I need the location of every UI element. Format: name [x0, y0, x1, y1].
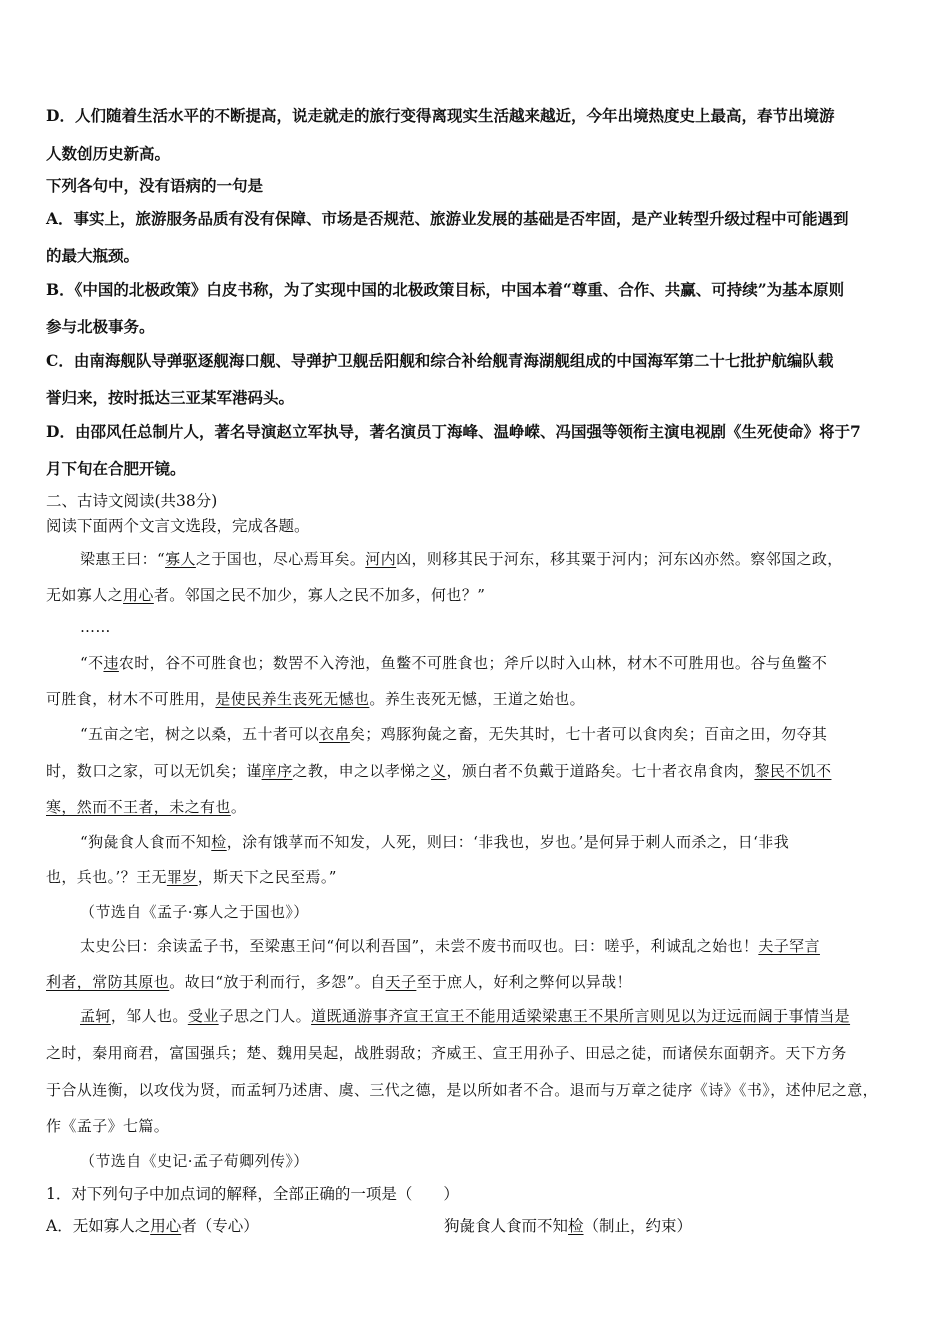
passage1-p4-line1: “狗彘食人食而不知检，涂有饿莩而不知发，人死，则曰：‘非我也，岁也。’是何异于刺人而杀之，日‘非我	[80, 833, 790, 851]
passage2-source: （节选自《史记·孟子荀卿列传》）	[80, 1152, 309, 1170]
passage1-p4-line2: 也，兵也。’？王无罪岁，斯天下之民至焉。”	[46, 868, 337, 886]
section-heading: 二、古诗文阅读(共38分)	[46, 492, 218, 510]
question1-option-a-part1: A．无如寡人之用心者（专心）	[46, 1217, 259, 1235]
option-d-line2: 月下旬在合肥开镜。	[46, 459, 186, 478]
passage1-p2-line1: “不违农时，谷不可胜食也；数罟不入洿池，鱼鳖不可胜食也；斧斤以时入山林，材木不可胜用也。谷与鱼鳖不	[80, 654, 828, 672]
passage1-source: （节选自《孟子·寡人之于国也》）	[80, 903, 309, 921]
prev-option-d-line2: 人数创历史新高。	[46, 144, 171, 163]
option-d-line1: D．由邵风任总制片人，著名导演赵立军执导，著名演员丁海峰、温峥嵘、冯国强等领衔主演电视剧《生死使命》将于7	[46, 422, 861, 441]
option-b-line2: 参与北极事务。	[46, 317, 155, 336]
passage2-p1-line1: 太史公曰：余读孟子书，至梁惠王问“何以利吾国”，未尝不废书而叹也。曰：嗟乎，利诚乱之始也！夫子罕言	[80, 937, 820, 955]
passage2-p2-line4: 作《孟子》七篇。	[46, 1117, 170, 1135]
question1-option-a-part2: 狗彘食人食而不知检（制止，约束）	[444, 1217, 693, 1235]
option-c-line2: 誉归来，按时抵达三亚某军港码头。	[46, 388, 295, 407]
section-instruction: 阅读下面两个文言文选段，完成各题。	[46, 517, 310, 535]
passage1-p1-line2: 无如寡人之用心者。邻国之民不加少，寡人之民不加多，何也？”	[46, 586, 486, 604]
passage2-p1-line2: 利者，常防其原也。故曰“放于利而行，多怨”。自天子至于庶人，好利之弊何以异哉！	[46, 973, 632, 991]
question1-stem: 1．对下列句子中加点词的解释，全部正确的一项是（ ）	[46, 1185, 459, 1203]
passage1-p1-line1: 梁惠王曰：“寡人之于国也，尽心焉耳矣。河内凶，则移其民于河东，移其粟于河内；河东凶亦然。察邻国之政，	[80, 550, 843, 568]
option-a-line1: A．事实上，旅游服务品质有没有保障、市场是否规范、旅游业发展的基础是否牢固，是产业转型升级过程中可能遇到	[46, 209, 849, 228]
passage1-p3-line1: “五亩之宅，树之以桑，五十者可以衣帛矣；鸡豚狗彘之畜，无失其时，七十者可以食肉矣；百亩之田，勿夺其	[80, 725, 828, 743]
passage1-p3-line3: 寒，然而不王者，未之有也。	[46, 798, 247, 816]
passage1-p2-line2: 可胜食，材木不可胜用，是使民养生丧死无憾也。养生丧死无憾，王道之始也。	[46, 690, 586, 708]
passage2-p2-line2: 之时，秦用商君，富国强兵；楚、魏用吴起，战胜弱敌；齐威王、宣王用孙子、田忌之徒，而诸侯东面朝齐。天下方务	[46, 1044, 847, 1062]
prev-option-d-line1: D．人们随着生活水平的不断提高，说走就走的旅行变得离现实生活越来越近，今年出境热度史上最高，春节出境游	[46, 106, 835, 125]
passage2-p2-line3: 于合从连衡，以攻伐为贤，而孟轲乃述唐、虞、三代之德，是以所如者不合。退而与万章之徒序《诗》《书》，述仲尼之意，	[46, 1081, 879, 1099]
passage2-p2-line1: 孟轲，邹人也。受业子思之门人。道既通游事齐宣王宣王不能用适梁梁惠王不果所言则见以为迂远而阔于事情当是	[80, 1007, 851, 1025]
option-c-line1: C．由南海舰队导弹驱逐舰海口舰、导弹护卫舰岳阳舰和综合补给舰青海湖舰组成的中国海军第二十七批护航编队载	[46, 351, 834, 370]
passage1-ellipsis: ……	[80, 618, 111, 636]
option-b-line1: B．《中国的北极政策》白皮书称，为了实现中国的北极政策目标，中国本着“尊重、合作、共赢、可持续”为基本原则	[46, 280, 845, 299]
option-a-line2: 的最大瓶颈。	[46, 246, 140, 265]
passage1-p3-line2: 时，数口之家，可以无饥矣；谨庠序之教，申之以孝悌之义，颁白者不负戴于道路矣。七十者衣帛食肉，黎民不饥不	[46, 762, 832, 780]
question-stem: 下列各句中，没有语病的一句是	[46, 176, 264, 195]
